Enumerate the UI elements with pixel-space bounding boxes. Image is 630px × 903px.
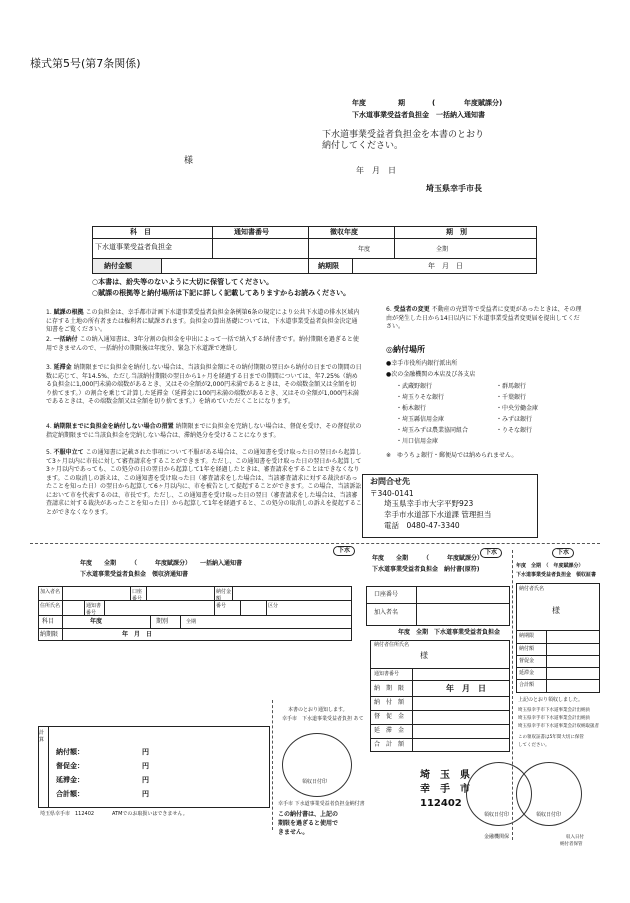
issuer: 埼玉県幸手市長	[426, 184, 482, 193]
note-6: 6. 受益者の変更 不動産の売買等で受益者に変更があったときは、その理由が発生した日から14日以内に下水道事業受益者変更届を提出してください。	[386, 306, 582, 330]
middle-deadline-label: 納 期 限	[374, 685, 405, 692]
bank-item: ・埼玉みずほ農業協同組合	[396, 427, 469, 434]
note-5: 5. 不服申立て この通知書に記載された事項について不服がある場合は、この通知書を受け取った日の翌日から起算して3ヶ月以内に市長に対して審査請求をすることができます。ただし、この通知書を受け取った日の翌日から起算して3ヶ月以内であっても、この処分の日の翌日から起算して1年を経過したときは、審査請求をすることはできなくなります。この取消しの訴えは、この通知書を受け取った日（審査請求をした場合は、当該審査請求に対する裁決があったことを知った日）の翌日から起算して6ヶ月以内に、市を被告として提起することができます。この場合、当該訴訟において市を代表するのは、市長です。ただし、この通知書を受け取った日の翌日（審査請求をした場合は、当該審査請求に対する裁決があったことを知った日）から起算して1年を経過すると、この処分の取消しの訴えを提起することができなくなります。	[46, 449, 362, 516]
middle-sama: 様	[420, 651, 428, 660]
amount-label: 納付金額	[104, 262, 132, 270]
header-year: 徴収年度	[330, 228, 358, 236]
bank-item: ・埼玉りそな銀行	[396, 394, 445, 401]
receipt-kubun-label: 区分	[268, 603, 279, 609]
receipt-payer-label: 加入者名	[40, 589, 61, 595]
receipt-line2: 下水道事業受益者負担金 領収済通知書	[80, 571, 189, 578]
middle-account-label: 口座番号	[374, 591, 399, 598]
warning-2: ○賦課の根拠等と納付場所は下記に詳しく記載してありますからお読みください。	[92, 289, 351, 297]
receipt-zenki: 全期	[186, 619, 197, 625]
year-value: 年度	[358, 246, 371, 253]
note-1: 1. 賦課の根拠 この負担金は、幸手都市計画下水道事業受益者負担金条例第6条の規定により公共下水道の排水区域内に存する土地の所有者または権利者に賦課されます。負担金の算出基礎については、下水道事業受益者負担金決定通知書をご覧ください。	[46, 309, 360, 333]
notice-kazei: 年度賦課分)	[464, 99, 503, 107]
right-deadline-label: 納期限	[519, 633, 535, 639]
receipt-footer-mid: ATMでのお取扱いはできません。	[112, 811, 188, 817]
receipt-kibetsu-label: 期別	[156, 618, 169, 625]
right-tag: 下水	[552, 548, 574, 558]
right-line1: 年度 全期 （ 年度賦課分）	[516, 563, 584, 569]
warning-1: ○本書は、紛失等のないように大切に保管してください。	[92, 278, 274, 286]
right-note-5: この領収証書は5年間大切に保管	[518, 735, 584, 740]
receipt-account-label: 口座番号	[132, 589, 143, 602]
form-label: 様式第5号(第7条関係)	[30, 57, 141, 70]
bank-item: ・群馬銀行	[496, 383, 527, 390]
middle-footer: 金融機関保	[484, 834, 510, 840]
contact-phone: 電話 0480-47-3340	[384, 521, 460, 530]
middle-seal-1: 埼 玉 県	[420, 770, 470, 781]
receipt-tag: 下水	[333, 546, 355, 556]
note-4: 4. 納期限までに負担金を納付しない場合の措置 納期限までに負担金を完納しない場合は、督促を受け、その督促状の指定納期限までに当該負担金を完納しない場合は、滞納処分を受けることになります。	[46, 423, 362, 439]
notice-nendo: 年度	[352, 99, 366, 107]
bank-item: ・みずほ銀行	[496, 416, 533, 423]
receipt-hoshiki-label: 番号	[216, 603, 227, 609]
right-sama: 様	[552, 606, 560, 615]
middle-amount-label: 納 付 額	[374, 699, 405, 706]
bank-item: ・中央労働金庫	[496, 405, 539, 412]
deadline-value: 年 月 日	[428, 262, 463, 270]
receipt-deadline-label: 納期限	[40, 631, 59, 638]
header-period: 期 別	[446, 228, 467, 236]
center-stamp-circle	[282, 733, 352, 797]
header-subject: 科 目	[130, 228, 151, 236]
receipt-footer-left: 埼玉県幸手市 112402	[40, 811, 95, 817]
receipt-amount-row-label: 延滞金：	[56, 776, 84, 784]
payment-place-2: ●次の金融機関の本店及び各支店	[386, 371, 476, 378]
right-note-6: してください。	[518, 743, 550, 748]
middle-deadline-value: 年 月 日	[446, 684, 486, 693]
center-stamp-label: 領収日付印	[302, 779, 328, 785]
bank-item: ・りそな銀行	[496, 427, 533, 434]
receipt-amount-row-label: 督促金：	[56, 762, 84, 770]
addressee-sama: 様	[184, 156, 194, 166]
center-caution-2: 期限を過ぎると使用で	[278, 820, 339, 827]
middle-tag: 下水	[480, 548, 502, 558]
center-caution-3: きません。	[278, 829, 309, 836]
middle-tokusoku-label: 督 促 金	[374, 713, 405, 720]
notice-title: 下水道事業受益者負担金 一括納入通知書	[352, 111, 485, 119]
receipt-line1: 年度 全期 （ 年度賦課分） 一括納入通知書	[80, 560, 243, 567]
middle-seal-2: 幸 手 市	[420, 784, 470, 795]
center-caution-1: この納付書は、上記の	[278, 811, 339, 818]
contact-heading: お問合せ先	[370, 477, 410, 486]
payment-place-1: ●幸手市役所内銀行派出所	[386, 360, 458, 367]
right-footer-1: 収入日付	[566, 835, 584, 840]
receipt-amount-yen: 円	[142, 762, 149, 770]
middle-nendo-row: 年度 全期 下水道事業受益者負担金	[398, 629, 501, 636]
notice-ki: 期	[398, 99, 405, 107]
center-note-1: 本書のとおり通知します。	[288, 707, 348, 713]
receipt-amount-row-label: 納付額：	[56, 748, 84, 756]
contact-dept: 幸手市水道部下水道課 管理担当	[384, 510, 492, 519]
right-note-4: 埼玉県幸手市下水道事業会計収納取扱者	[518, 724, 599, 729]
contact-postal: 〒340-0141	[370, 489, 414, 498]
bank-item: ・千葉銀行	[496, 394, 527, 401]
center-footer: 幸手市 下水道事業受益者負担金納付書	[278, 801, 365, 807]
middle-seal-3: 112402	[420, 798, 462, 809]
receipt-amount-yen: 円	[142, 790, 149, 798]
receipt-address-label: 住所氏名	[40, 603, 61, 609]
note-3: 3. 延滞金 納期限までに負担金を納付しない場合は、当該負担金額にその納付期限の翌日から納付の日までの期間の日数に応じて、年14.5%、ただし当該納付期限の翌日から1ヶ月を経過する日までの期間については、年7.25%（納める負担金に1,000円未満の端数があるとき、又はその全額が2,000円未満であるときは、その端数金額又は全額を切り捨てます。）の割合を乗じて計算した延滞金（延滞金に100円未満の端数があるとき、又はその全額が1,000円未満であるときは、その端数金額又は全額を切り捨てます。）を納めていただくことになります。	[46, 364, 362, 405]
middle-notice-label: 通知書番号	[374, 671, 400, 677]
receipt-amount-yen: 円	[142, 776, 149, 784]
header-notice-no: 通知書番号	[234, 228, 269, 236]
middle-line1: 年度 全期 （ 年度賦課分）	[372, 555, 484, 562]
notice-body-1: 下水道事業受益者負担金を本書のとおり	[322, 130, 485, 140]
right-line2: 下水道事業受益者負担金 領収証書	[516, 572, 597, 578]
cut-line	[30, 543, 600, 544]
notice-body-2: 納付してください。	[322, 141, 404, 151]
notice-paren: (	[432, 99, 436, 107]
receipt-notice-label: 通知書番号	[86, 603, 102, 616]
receipt-side-label: 計算	[39, 730, 45, 743]
bank-item: ・川口信用金庫	[396, 438, 439, 445]
right-amount-label: 納付額	[519, 646, 535, 652]
deadline-label: 納期限	[318, 262, 339, 270]
receipt-deadline-value: 年 月 日	[122, 631, 153, 638]
right-tokusoku-label: 督促金	[519, 658, 535, 664]
receipt-kamoku-label: 科目	[42, 618, 55, 625]
receipt-amount-label: 納付金額	[216, 589, 232, 602]
middle-entai-label: 延 滞 金	[374, 727, 405, 734]
note-2: 2. 一括納付 この納入通知書は、3年分割の負担金を申出によって一括で納入する納付書です。納付期限を過ぎると使用できませんので、一括納付の期限後は年度分、緊急下水道課で連絡し	[46, 336, 359, 352]
right-total-label: 合計額	[519, 682, 535, 688]
right-note-1: 上記のとおり領収しました。	[518, 697, 584, 703]
receipt-nendo-label: 年度	[90, 618, 103, 625]
center-note-2: 幸手市 下水道事業受益者負担 あて	[282, 716, 364, 722]
middle-address-label: 納付者住所氏名	[374, 642, 410, 648]
notice-date: 年 月 日	[356, 166, 396, 175]
middle-payer-label: 加入者名	[374, 609, 399, 616]
period-value: 全期	[436, 246, 449, 253]
middle-stamp-label: 領収日付印	[484, 812, 510, 818]
right-footer-2: 納付者保管	[560, 842, 583, 847]
bank-item: ・栃木銀行	[396, 405, 427, 412]
middle-total-label: 合 計 額	[374, 741, 405, 748]
subject-value: 下水道事業受益者負担金	[95, 243, 172, 251]
receipt-amount-yen: 円	[142, 748, 149, 756]
right-note-2: 埼玉県幸手市下水道事業会計出納員	[518, 708, 590, 713]
bank-item: ・武蔵野銀行	[396, 383, 433, 390]
middle-line2: 下水道事業受益者負担金 納付書(原符)	[372, 566, 480, 573]
bank-item: ・埼玉縣信用金庫	[396, 416, 445, 423]
receipt-amount-row-label: 合計額：	[56, 790, 84, 798]
payment-note: ※ ゆうちょ銀行・郵便局では納められません。	[386, 452, 518, 459]
payment-places-heading: ◎納付場所	[386, 345, 425, 354]
contact-address: 埼玉県幸手市大字平野923	[384, 499, 474, 508]
right-stamp-label: 領収日付印	[536, 812, 562, 818]
right-payer-label: 納付者氏名	[519, 586, 545, 592]
right-entai-label: 延滞金	[519, 670, 535, 676]
right-note-3: 埼玉県幸手市下水道事業会計出納員	[518, 716, 590, 721]
